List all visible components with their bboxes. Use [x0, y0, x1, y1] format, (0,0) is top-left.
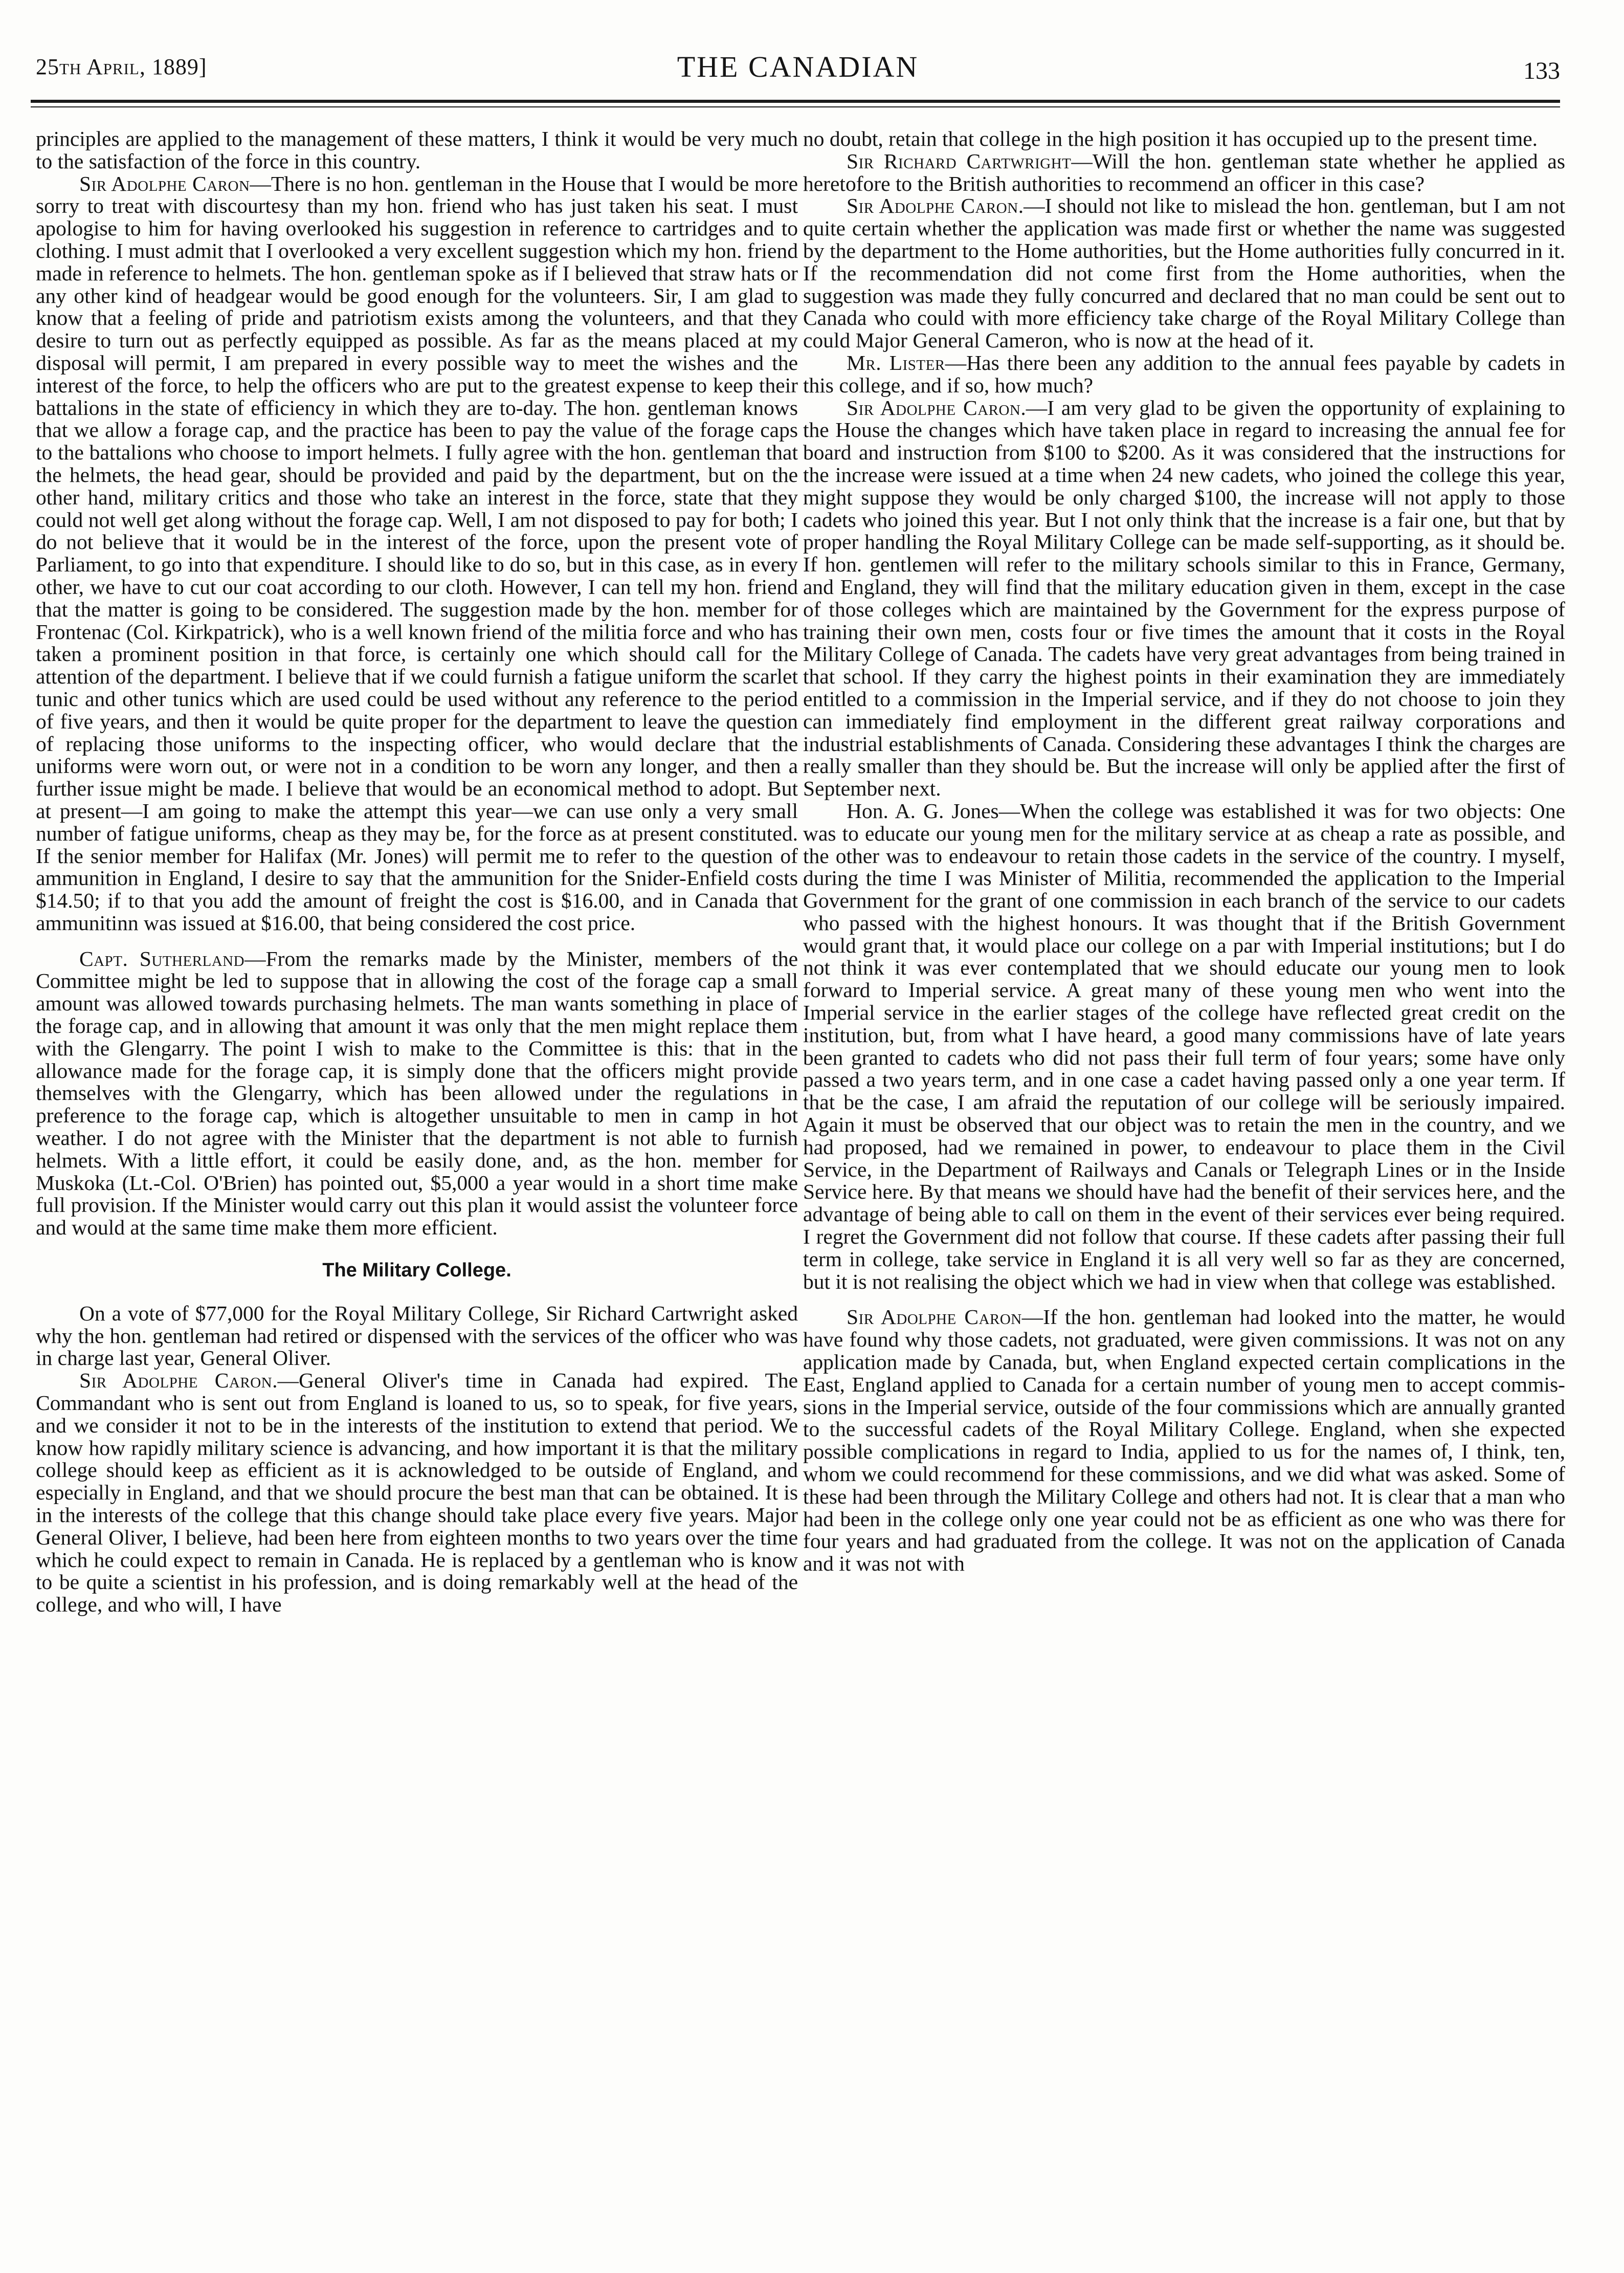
header-rule-thick [31, 100, 1560, 103]
speech-text: —Will the hon. gentleman state whether he applied as heretofore to the British authorities to recommend an officer in this case? [803, 149, 1565, 195]
speaker-name: Sir Adolphe Caron [847, 194, 1018, 218]
speech-text: .—I am very glad to be given the opportunity of explaining to the House the changes which have taken place in regard to increasing the annual fee for board and instruction from $100 to $200. As it was considered that the instructions for the increase were issued at a time when 24 new cadets, who joined the college this year, might suppose they would be only charged $100, the increase will not apply to those cadets who joined this year. But I not only think that the increase is a fair one, but that by proper handling the Royal Military College can be made self-supporting, as it should be. If hon. gentlemen will refer to the military schools similar to this in France, Germany, and England, they will find that the military education given in them, except in the case of those colleges which are maintained by the Government for the express purpose of training their own men, costs four or five times the amount that it costs in the Royal Military College of Canada. The cadets have very great advantages from being trained in that school. If they carry the highest points in their examination they are immediately entitled to a commission in the Imperial service, and if they do not choose to join they can immediately find employment in the different great railway corporations and industrial establishments of Canada. Considering these advantages I think the charges are really smaller than they should be. But the increase will only be applied after the first of September next. [803, 395, 1565, 801]
paragraph [36, 173, 798, 935]
paragraph [803, 800, 1565, 1293]
speaker-name: Sir Adolphe Caron [79, 171, 250, 195]
speaker-name: Sir Adolphe Caron [847, 1305, 1022, 1329]
paragraph [803, 352, 1565, 397]
paragraph: On a vote of $77,000 for the Royal Military College, Sir Richard Cartwright asked why the hon. gentleman had retired or dispensed with the services of the officer who was in charge last year, General Oliver. [36, 1301, 798, 1370]
speaker-name: Sir Adolphe Caron [79, 1369, 273, 1393]
speaker-name: Sir Richard Cartwright [847, 149, 1072, 173]
issue-date: 25th April, 1889] [36, 54, 207, 79]
paragraph: no doubt, retain that college in the high position it has occupied up to the present time. [803, 128, 1538, 150]
speaker-name: Mr. Lister [847, 350, 945, 374]
paragraph [803, 1306, 1565, 1575]
paragraph: principles are applied to the management of these matters, I think it would be very much to the satisfaction of the force in this country. [36, 128, 798, 173]
speech-text: .—General Oliver's time in Canada had expired. The Commandant who is sent out from England is loaned to us, so to speak, for five years, and we consider it not to be in the interests of the institution to extend that period. We know how rapidly military science is advancing, and how important it is that the military college should keep as efficient as it is acknowledged to be outside of England, and especially in England, and that we should procure the best man that can be obtained. It is in the interests of the college that this change should take place every five years. Major General Oliver, I believe, had been here from eighteen months to two years over the time which he could expect to remain in Canada. He is replaced by a gentleman who is know to be quite a scientist in his profession, and is doing remarkably well at the head of the college, and who will, I have [36, 1369, 798, 1617]
paragraph [803, 150, 1565, 195]
paragraph [803, 195, 1565, 352]
page-header [36, 50, 1560, 95]
speech-text: —From the remarks made by the Minister, members of the Committee might be led to suppose that in allowing the cost of the forage cap a small amount was allowed towards purchasing helmets. The man wants something in place of the forage cap, and in allowing that amount it was only that the men might replace them with the Glengarry. The point I wish to make to the Committee is this: that in the allowance made for the forage cap, it is simply done that the officers might provide themselves with the Glengarry, which has been allowed under the regulations in preference to the forage cap, which is altogether unsuitable to men in camp in hot weather. I do not agree with the Minister that the department is not able to furnish helmets. With a little effort, it could be easily done, and, as the hon. member for Muskoka (Lt.-Col. O'Brien) has pointed out, $5,000 a year would in a short time make full provision. If the Minister would carry out this plan it would assist the volunteer force and would at the same time make them more efficient. [36, 946, 798, 1240]
left-column [36, 128, 798, 2241]
paragraph [36, 1370, 798, 1616]
speech-text: —When the college was established it was for two objects: One was to educate our young men for the military service at as cheap a rate as possible, and the other was to endeavour to retain those cadets in the service of the country. I myself, during the time I was Minister of Militia, recommended the application to the Imperial Government for the grant of one commission in each branch of the service to our cadets who passed with the highest honours. It was thought that if the British Government would grant that, it would place our college on a par with Imperial institutions; but I do not think it was ever contemplated that we should educate our young men to look forward to Imperial service. A great many of these young men who went into the Imperial service in the earlier stages of the college have reflected great credit on the institution, but, from what I have heard, a good many commissions have of late years been granted to cadets who did not pass their full term of four years; some have only passed a two years term, and in one case a cadet having passed only a one year term. If that be the case, I am afraid the reputation of our college will be seriously impaired. Again it must be observed that our object was to retain the men in the country, and we had proposed, had we remained in power, to endeavour to place them in the Civil Service, in the Department of Railways and Canals or Telegraph Lines or in the Inside Service here. By that means we should have had the benefit of their services here, and the advantage of being able to call on them in the event of their services ever being required. I regret the Government did not follow that course. If these cadets after passing their full term in college, take service in England it is all very well so far as they are concerned, but it is not realising the object which we had in view when that college was established. [803, 799, 1565, 1293]
speech-text: .—I should not like to mislead the hon. gentleman, but I am not quite certain whether the application was made first or whether the name was suggested by the department to the Home authorities, but the Home authorities fully concurred in it. If the recommendation did not come first from the Home authorities, when the suggestion was made they fully concurred and declared that no man could be sent out to Canada who could with more efficiency take charge of the Royal Military College than could Major General Cameron, who is now at the head of it. [803, 194, 1565, 352]
paragraph [803, 397, 1565, 800]
section-heading: The Military College. [322, 1260, 511, 1282]
speech-text: —There is no hon. gentleman in the House that I would be more sorry to treat with discourtesy than my hon. friend who has just taken his seat. I must apologise to him for having overlooked his suggestion in reference to cartridges and to clothing. I must admit that I overlooked a very excellent suggestion which my hon. friend made in reference to helmets. The hon. gentleman spoke as if I believed that straw hats or any other kind of headgear would be good enough for the volunteers. Sir, I am glad to know that a feeling of pride and patriotism exists among the volunteers, and that they desire to turn out as perfectly equipped as possible. As far as the means placed at my disposal will permit, I am prepared in every possible way to meet the wishes and the interest of the force, to help the officers who are put to the greatest expense to keep their battalions in the state of efficiency in which they are to-day. The hon. gentleman knows that we allow a forage cap, and the practice has been to pay the value of the forage caps to the battalions who choose to import helmets. I fully agree with the hon. gentleman that the helmets, the head gear, should be provided and paid by the department, but on the other hand, military critics and those who take an interest in the force, state that they could not well get along without the forage cap. Well, I am not disposed to pay for both; I do not believe that it would be in the interest of the force, upon the present vote of Parliament, to go into that expenditure. I should like to do so, but in this case, as in every other, we have to cut our coat according to our cloth. However, I can tell my hon. friend that the matter is going to be considered. The suggestion made by the hon. member for Frontenac (Col. Kirkpatrick), who is a well known friend of the militia force and who has taken a prominent position in that force, is certainly one which should call for the attention of the department. I believe that if we could furnish a fatigue uniform the scarlet tunic and other tunics which are used could be used without any reference to the period of five years, and then it would be quite proper for the department to leave the question of replacing those uniforms to the inspecting officer, who would declare that the uniforms were worn out, or were not in a condition to be worn any longer, and then a further issue might be made. I believe that would be an economical method to adopt. But at present—I am going to make the attempt this year—we can use only a very small number of fatigue uniforms, cheap as they may be, for the force as at present constituted. If the senior member for Halifax (Mr. Jones) will permit me to refer to the question of ammunition in England, I desire to say that the ammunition for the Snider-Enfield costs $14.50; if to that you add the amount of freight the cost is $16.00, and in Canada that ammunitinn was issued at $16.00, that being considered the cost price. [36, 171, 798, 935]
speaker-name: Sir Adolphe Caron [847, 395, 1021, 420]
masthead-title: THE CANADIAN [677, 50, 919, 83]
right-column [803, 128, 1565, 2241]
speaker-name: Hon. A. G. Jones [847, 799, 999, 823]
paragraph [36, 948, 798, 1239]
speech-text: —If the hon. gentleman had looked into the matter, he would have found why those cadets, not graduated, were given commissions. It was not on any application made by Canada, but, when England expected certain complications in the East, England applied to Canada for a certain number of young men to accept commissions in the Imperial service, outside of the four commissions which are annually granted to the successful cadets of the Royal Military College. England, when she expected possible complications in regard to India, applied to us for the names of, I think, ten, whom we could recommend for these commissions, and we did what was asked. Some of these had been through the Military College and others had not. It is clear that a man who had been in the college only one year could not be as efficient as one who was there for four years and had graduated from the college. It was not on the application of Canada and it was not with [803, 1305, 1565, 1576]
speaker-name: Capt. Sutherland [79, 946, 245, 970]
header-rule-thin [31, 106, 1560, 107]
speech-text: —Has there been any addition to the annual fees payable by cadets in this college, and if so, how much? [803, 350, 1565, 397]
page-number: 133 [1523, 57, 1560, 84]
